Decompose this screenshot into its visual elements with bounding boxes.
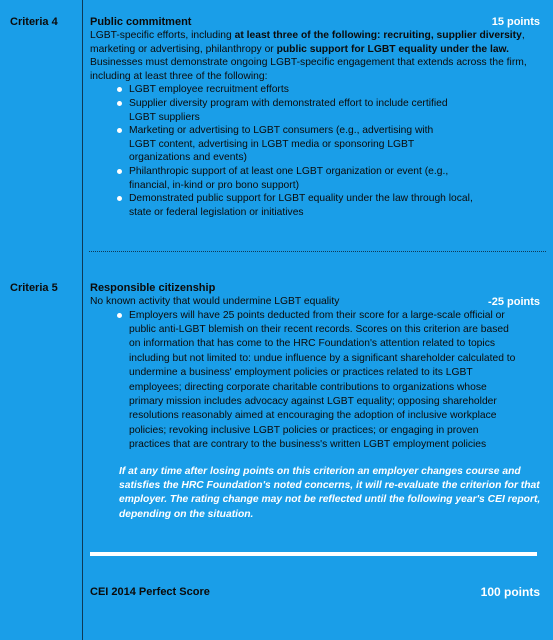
criteria-5-section xyxy=(90,281,544,522)
list-item: Employers will have 25 points deducted from their score for a large-scale official or public anti-LGBT blemish on their recent records. Scores on this criterion are based on information that has come to the HRC Foundation's attention related to topics including but not limited to: undue influence by a significant shareholder calculated to undermine a business' employment policies or practices related to its LGBT employees; directing corporate charitable contributions to organizations whose primary mission includes advocacy against LGBT equality; opposing shareholder resolutions reasonably aimed at encouraging the adoption of inclusive workplace policies; revoking inclusive LGBT policies or practices; or engaging in proven practices that are contrary to the business's written LGBT employment policies xyxy=(90,309,544,453)
list-item: Philanthropic support of at least one LGBT organization or event (e.g., financial, in-kind or pro bono support) xyxy=(90,165,544,192)
section-divider xyxy=(89,251,546,252)
perfect-score-label: CEI 2014 Perfect Score xyxy=(90,586,210,598)
criteria-4-points: 15 points xyxy=(491,16,540,28)
section-divider-bar xyxy=(90,552,537,556)
criteria-5-subtitle: No known activity that would undermine LGBT equality xyxy=(90,296,340,307)
list-item: Supplier diversity program with demonstrated effort to include certified LGBT suppliers xyxy=(90,97,544,124)
re-evaluation-note: If at any time after losing points on this criterion an employer changes course and satisfies the HRC Foundation's noted concerns, it will re-evaluate the criterion for that employer. The rating change may not be reflected until the following year's CEI report, depending on the situation. xyxy=(119,465,541,520)
intro-text-1: LGBT-specific efforts, including xyxy=(90,30,235,41)
criteria-4-intro xyxy=(90,29,544,83)
criteria-4-title: Public commitment xyxy=(90,16,192,28)
criteria-5-title: Responsible citizenship xyxy=(90,282,216,294)
criteria-5-label: Criteria 5 xyxy=(10,282,58,294)
criteria-column-divider xyxy=(82,0,83,640)
list-item: Marketing or advertising to LGBT consumers (e.g., advertising with LGBT content, advertising in LGBT media or sponsoring LGBT organizations and events) xyxy=(90,124,544,165)
criteria-4-section xyxy=(90,15,544,219)
list-item: LGBT employee recruitment efforts xyxy=(90,83,544,97)
list-item: Demonstrated public support for LGBT equality under the law through local, state or federal legislation or initiatives xyxy=(90,192,544,219)
criteria-5-points: -25 points xyxy=(488,296,540,308)
intro-bold-1: at least three of the following: recruiting, supplier diversity xyxy=(234,30,522,41)
criteria-4-label: Criteria 4 xyxy=(10,16,58,28)
intro-bold-2: public support for LGBT equality under the law. xyxy=(276,43,510,55)
criteria-5-bullet-list xyxy=(90,309,544,453)
criteria-4-bullet-list xyxy=(90,83,544,219)
intro-text-2: , marketing or advertising, philanthropy or xyxy=(90,30,525,55)
intro-text-3: Businesses must demonstrate ongoing LGBT-specific engagement that extends across the firm, including at least three of the following: xyxy=(90,57,527,82)
perfect-score-points: 100 points xyxy=(480,585,540,599)
